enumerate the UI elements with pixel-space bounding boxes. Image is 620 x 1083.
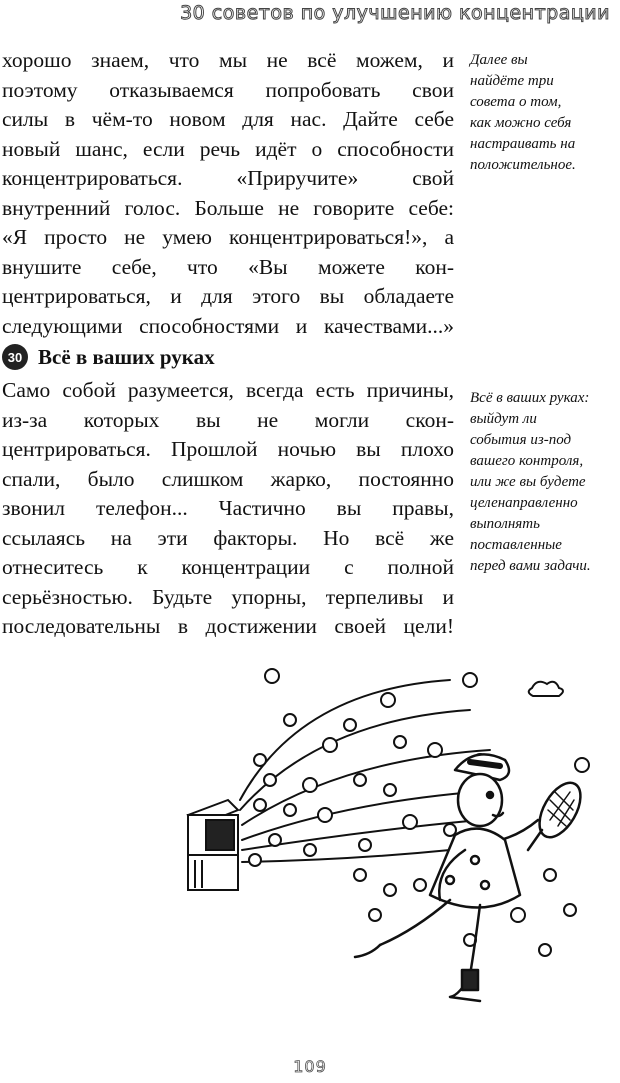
text-line: внушите себе, что «Вы можете кон-: [2, 254, 454, 279]
text-line: внутренний голос. Больше не говорите себе:: [2, 195, 454, 220]
section-heading: [2, 344, 215, 370]
running-head: 30 советов по улучшению концентрации: [180, 2, 610, 24]
cloud: [529, 682, 563, 696]
page-number: 109: [293, 1057, 327, 1076]
text-line: последовательны в достижении своей цели!: [2, 614, 454, 638]
text-line: новый шанс, если речь идёт о способности: [2, 136, 454, 161]
paragraph-1: [2, 46, 454, 341]
text-line: ссылаясь на эти факторы. Но всё же: [2, 525, 454, 550]
section-number-badge: 30: [2, 344, 28, 370]
margin-note-2: [470, 388, 618, 577]
paragraph-2: [2, 376, 454, 642]
text-line: следующими способностями и качествами...»: [2, 313, 454, 338]
motion-line: [242, 750, 490, 825]
note-line: события из-под: [470, 432, 572, 448]
text-line: спали, было слишком жарко, постоянно: [2, 466, 454, 491]
text-line: отнеситесь к концентрации с полной: [2, 555, 454, 579]
text-line: из-за которых вы не могли скон-: [2, 407, 454, 432]
note-line: поставленные: [470, 537, 562, 553]
text-line: звонил телефон... Частично вы правы,: [2, 496, 454, 520]
note-line: выполнять: [470, 516, 540, 532]
note-line: как можно себя: [470, 115, 572, 131]
text-line: хорошо знаем, что мы не всё можем, и: [2, 48, 454, 72]
text-line: поэтому отказываемся попробовать свои: [2, 77, 454, 102]
text-line: серьёзностью. Будьте упорны, терпеливы и: [2, 584, 454, 609]
margin-note-1: [470, 50, 618, 176]
text-line: силы в чём-то новом для нас. Дайте себе: [2, 107, 454, 131]
tennis-ball-machine-illustration: [150, 650, 620, 1040]
text-line: Само собой разумеется, всегда есть причины,: [2, 378, 454, 402]
section-title: Всё в ваших руках: [38, 344, 215, 369]
note-line: положительное.: [470, 157, 576, 173]
note-line: или же вы будете: [470, 474, 586, 490]
note-line: настраивать на: [470, 136, 576, 152]
note-line: выйдут ли: [470, 411, 537, 427]
note-line: Всё в ваших руках:: [470, 390, 590, 406]
ball-machine: [188, 800, 238, 890]
note-line: вашего контроля,: [470, 453, 584, 469]
text-line: «Я просто не умею концентрироваться!», а: [2, 225, 454, 249]
note-line: совета о том,: [470, 94, 562, 110]
note-line: перед вами задачи.: [470, 558, 591, 574]
note-line: Далее вы: [470, 52, 528, 68]
text-line: концентрироваться. «Приручите» свой: [2, 166, 454, 190]
motion-line: [242, 850, 450, 862]
note-line: найдёте три: [470, 73, 554, 89]
note-line: целенаправленно: [470, 495, 578, 511]
text-line: центрироваться, и для этого вы обладаете: [2, 284, 454, 308]
text-line: центрироваться. Прошлой ночью вы плохо: [2, 437, 454, 461]
